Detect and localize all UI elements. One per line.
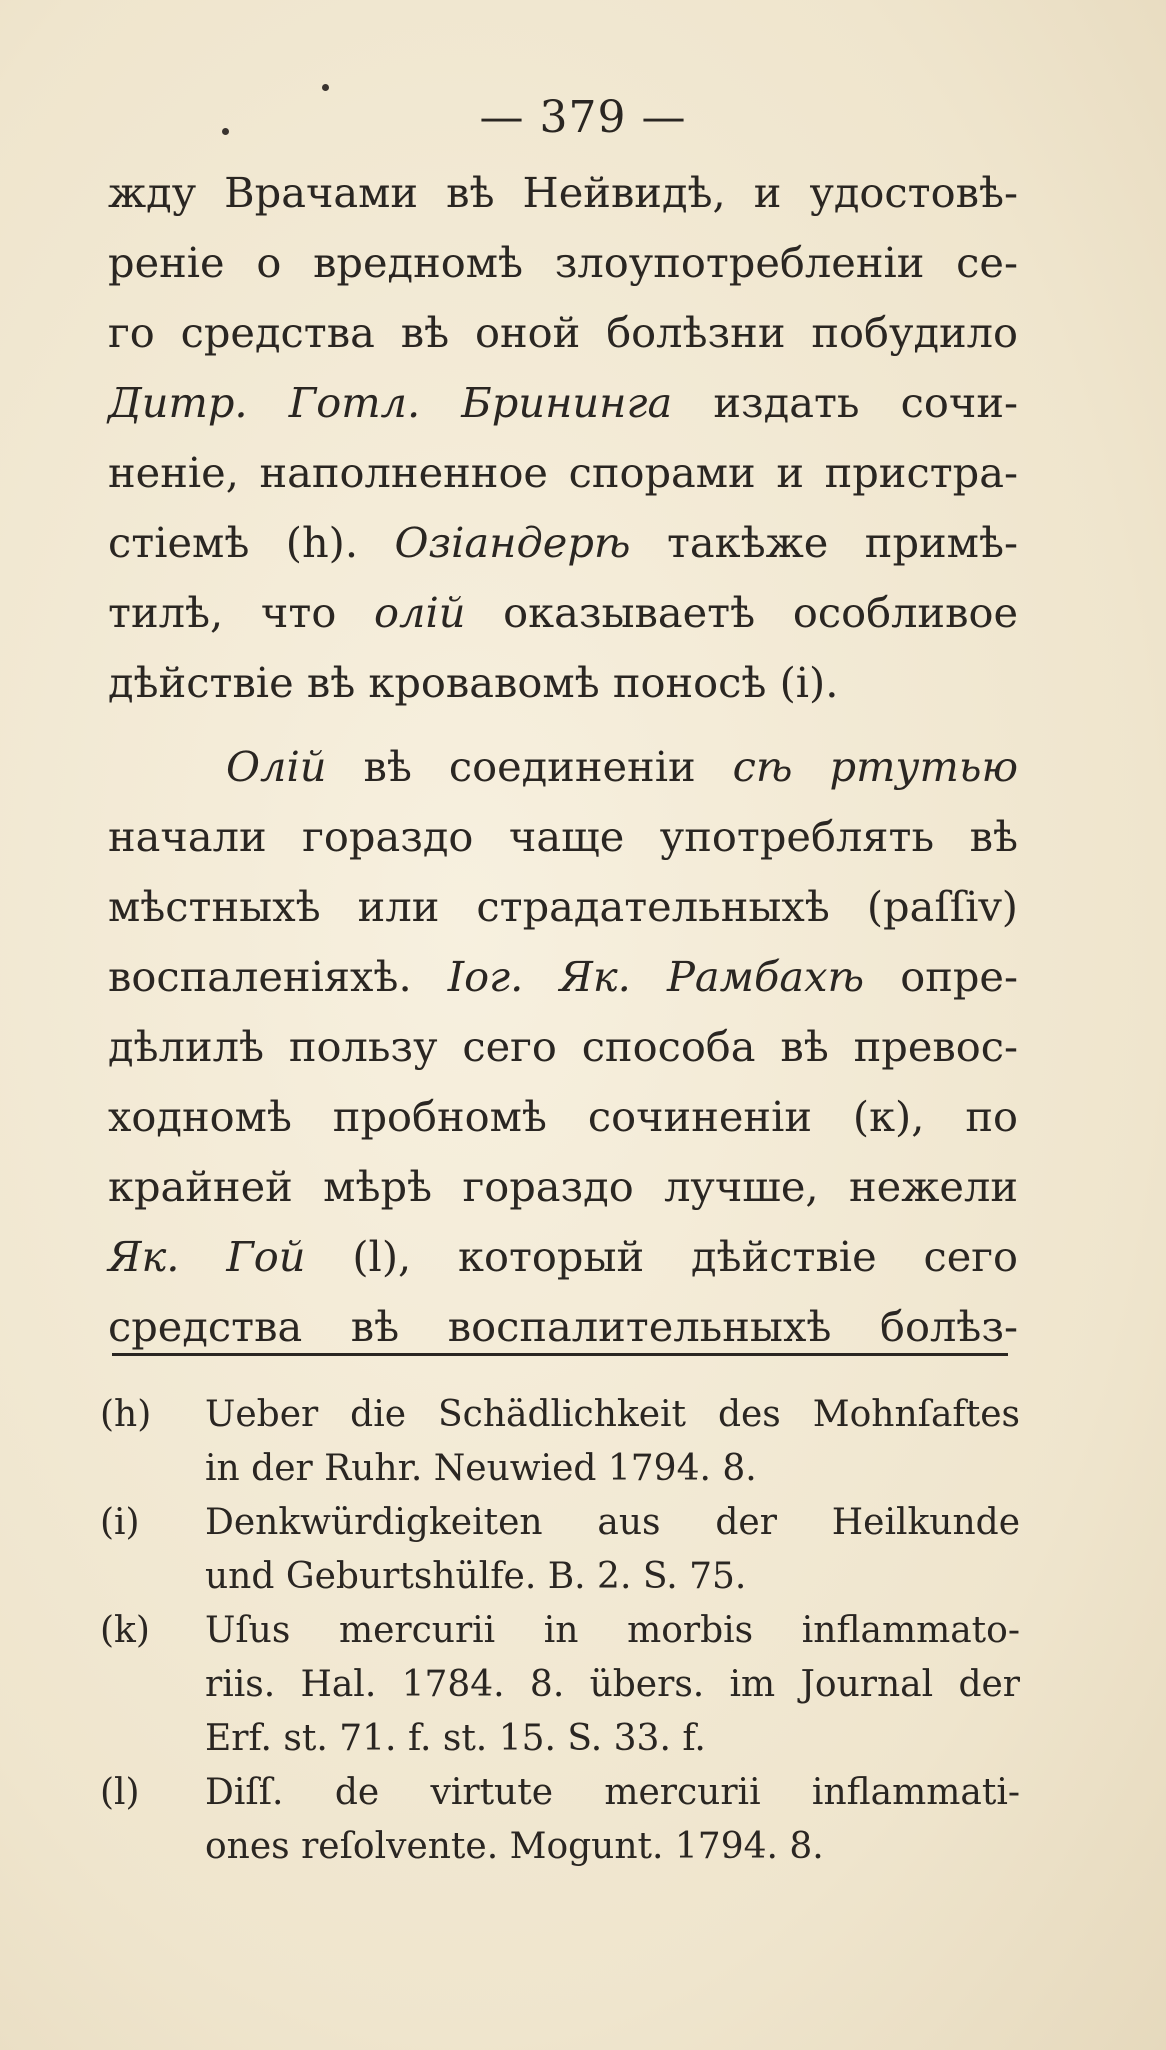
text-line bbox=[108, 1152, 1018, 1222]
footnotes bbox=[100, 1388, 1020, 1874]
footnote-mark: (h) bbox=[100, 1394, 152, 1435]
text-segment: неніе, наполненное спорами и пристра- bbox=[108, 448, 1018, 497]
text-line bbox=[108, 802, 1018, 872]
footnote-text bbox=[205, 1604, 1020, 1766]
text-segment: ходномѣ пробномѣ сочиненіи (к), по bbox=[108, 1092, 1018, 1141]
text-segment: средства вѣ воспалительныхѣ болѣз- bbox=[108, 1302, 1018, 1351]
footnote-mark: (i) bbox=[100, 1502, 140, 1543]
footnote-line: in der Ruhr. Neuwied 1794. 8. bbox=[205, 1448, 757, 1489]
text-line bbox=[108, 648, 1018, 718]
text-line bbox=[108, 732, 1018, 802]
footnote-text bbox=[205, 1766, 1020, 1874]
text-segment: издать сочи- bbox=[672, 378, 1019, 427]
page-number: — 379 — bbox=[479, 92, 687, 143]
footnote-line: ones reſolvente. Mogunt. 1794. 8. bbox=[205, 1826, 824, 1867]
italic-name: Іог. Як. Рамбахѣ bbox=[447, 952, 865, 1001]
footnote-text bbox=[205, 1496, 1020, 1604]
text-segment: начали гораздо чаще употреблять вѣ bbox=[108, 812, 1018, 861]
footnote bbox=[100, 1388, 1020, 1496]
text-segment: тилѣ, что bbox=[108, 588, 375, 637]
text-line bbox=[108, 1082, 1018, 1152]
text-line bbox=[108, 228, 1018, 298]
footnote bbox=[100, 1604, 1020, 1766]
text-segment: дѣлилѣ пользу сего способа вѣ превос- bbox=[108, 1022, 1018, 1071]
italic-name: сѣ ртутью bbox=[732, 742, 1018, 791]
italic-name: олій bbox=[374, 588, 466, 637]
text-segment: опре- bbox=[864, 952, 1019, 1001]
text-line bbox=[108, 298, 1018, 368]
text-segment: стіемѣ (h). bbox=[108, 518, 395, 567]
text-line bbox=[108, 1292, 1018, 1362]
text-segment: вѣ соединеніи bbox=[326, 742, 733, 791]
ink-speck bbox=[322, 84, 329, 91]
footnote-line: Ueber die Schädlichkeit des Mohnſaftes bbox=[205, 1394, 1020, 1435]
text-segment: оказываетѣ особливое bbox=[465, 588, 1018, 637]
text-segment: реніе о вредномѣ злоупотребленіи се- bbox=[108, 238, 1018, 287]
italic-name: Озіандерѣ bbox=[394, 518, 631, 567]
main-text bbox=[108, 158, 1018, 1362]
text-line bbox=[108, 942, 1018, 1012]
italic-name: Як. Гой bbox=[108, 1232, 306, 1281]
footnote bbox=[100, 1496, 1020, 1604]
footnote-line: Denkwürdigkeiten aus der Heilkunde bbox=[205, 1502, 1020, 1543]
italic-name: Дитр. Готл. Брининга bbox=[108, 378, 673, 427]
text-line bbox=[108, 872, 1018, 942]
text-line bbox=[108, 1012, 1018, 1082]
text-segment: дѣйствіе вѣ кровавомѣ поносѣ (i). bbox=[108, 658, 839, 707]
footnote-line: riis. Hal. 1784. 8. übers. im Journal der bbox=[205, 1664, 1020, 1705]
text-line bbox=[108, 158, 1018, 228]
text-segment: (l), который дѣйствіе сего bbox=[305, 1232, 1019, 1281]
text-line bbox=[108, 438, 1018, 508]
text-segment: крайней мѣрѣ гораздо лучше, нежели bbox=[108, 1162, 1018, 1211]
footnote-line: und Geburtshülfe. B. 2. S. 75. bbox=[205, 1556, 747, 1597]
footnote-mark: (k) bbox=[100, 1610, 150, 1651]
text-segment: мѣстныхѣ или страдательныхѣ (paſſiv) bbox=[108, 882, 1018, 931]
footnote-line: Erf. st. 71. f. st. 15. S. 33. f. bbox=[205, 1718, 706, 1759]
footnote bbox=[100, 1766, 1020, 1874]
footnote-mark: (l) bbox=[100, 1772, 140, 1813]
italic-name: Олій bbox=[226, 742, 327, 791]
text-segment: го средства вѣ оной болѣзни побудило bbox=[108, 308, 1018, 357]
footnote-line: Diſſ. de virtute mercurii inflammati- bbox=[205, 1772, 1020, 1813]
footnote-rule bbox=[112, 1353, 1008, 1356]
text-segment: жду Врачами вѣ Нейвидѣ, и удостовѣ- bbox=[108, 168, 1018, 217]
footnote-text bbox=[205, 1388, 1020, 1496]
text-segment: воспаленіяхѣ. bbox=[108, 952, 448, 1001]
footnote-line: Uſus mercurii in morbis inflammato- bbox=[205, 1610, 1020, 1651]
text-line bbox=[108, 508, 1018, 578]
text-line bbox=[108, 368, 1018, 438]
text-line bbox=[108, 578, 1018, 648]
text-segment: такѣже примѣ- bbox=[630, 518, 1018, 567]
text-line bbox=[108, 1222, 1018, 1292]
